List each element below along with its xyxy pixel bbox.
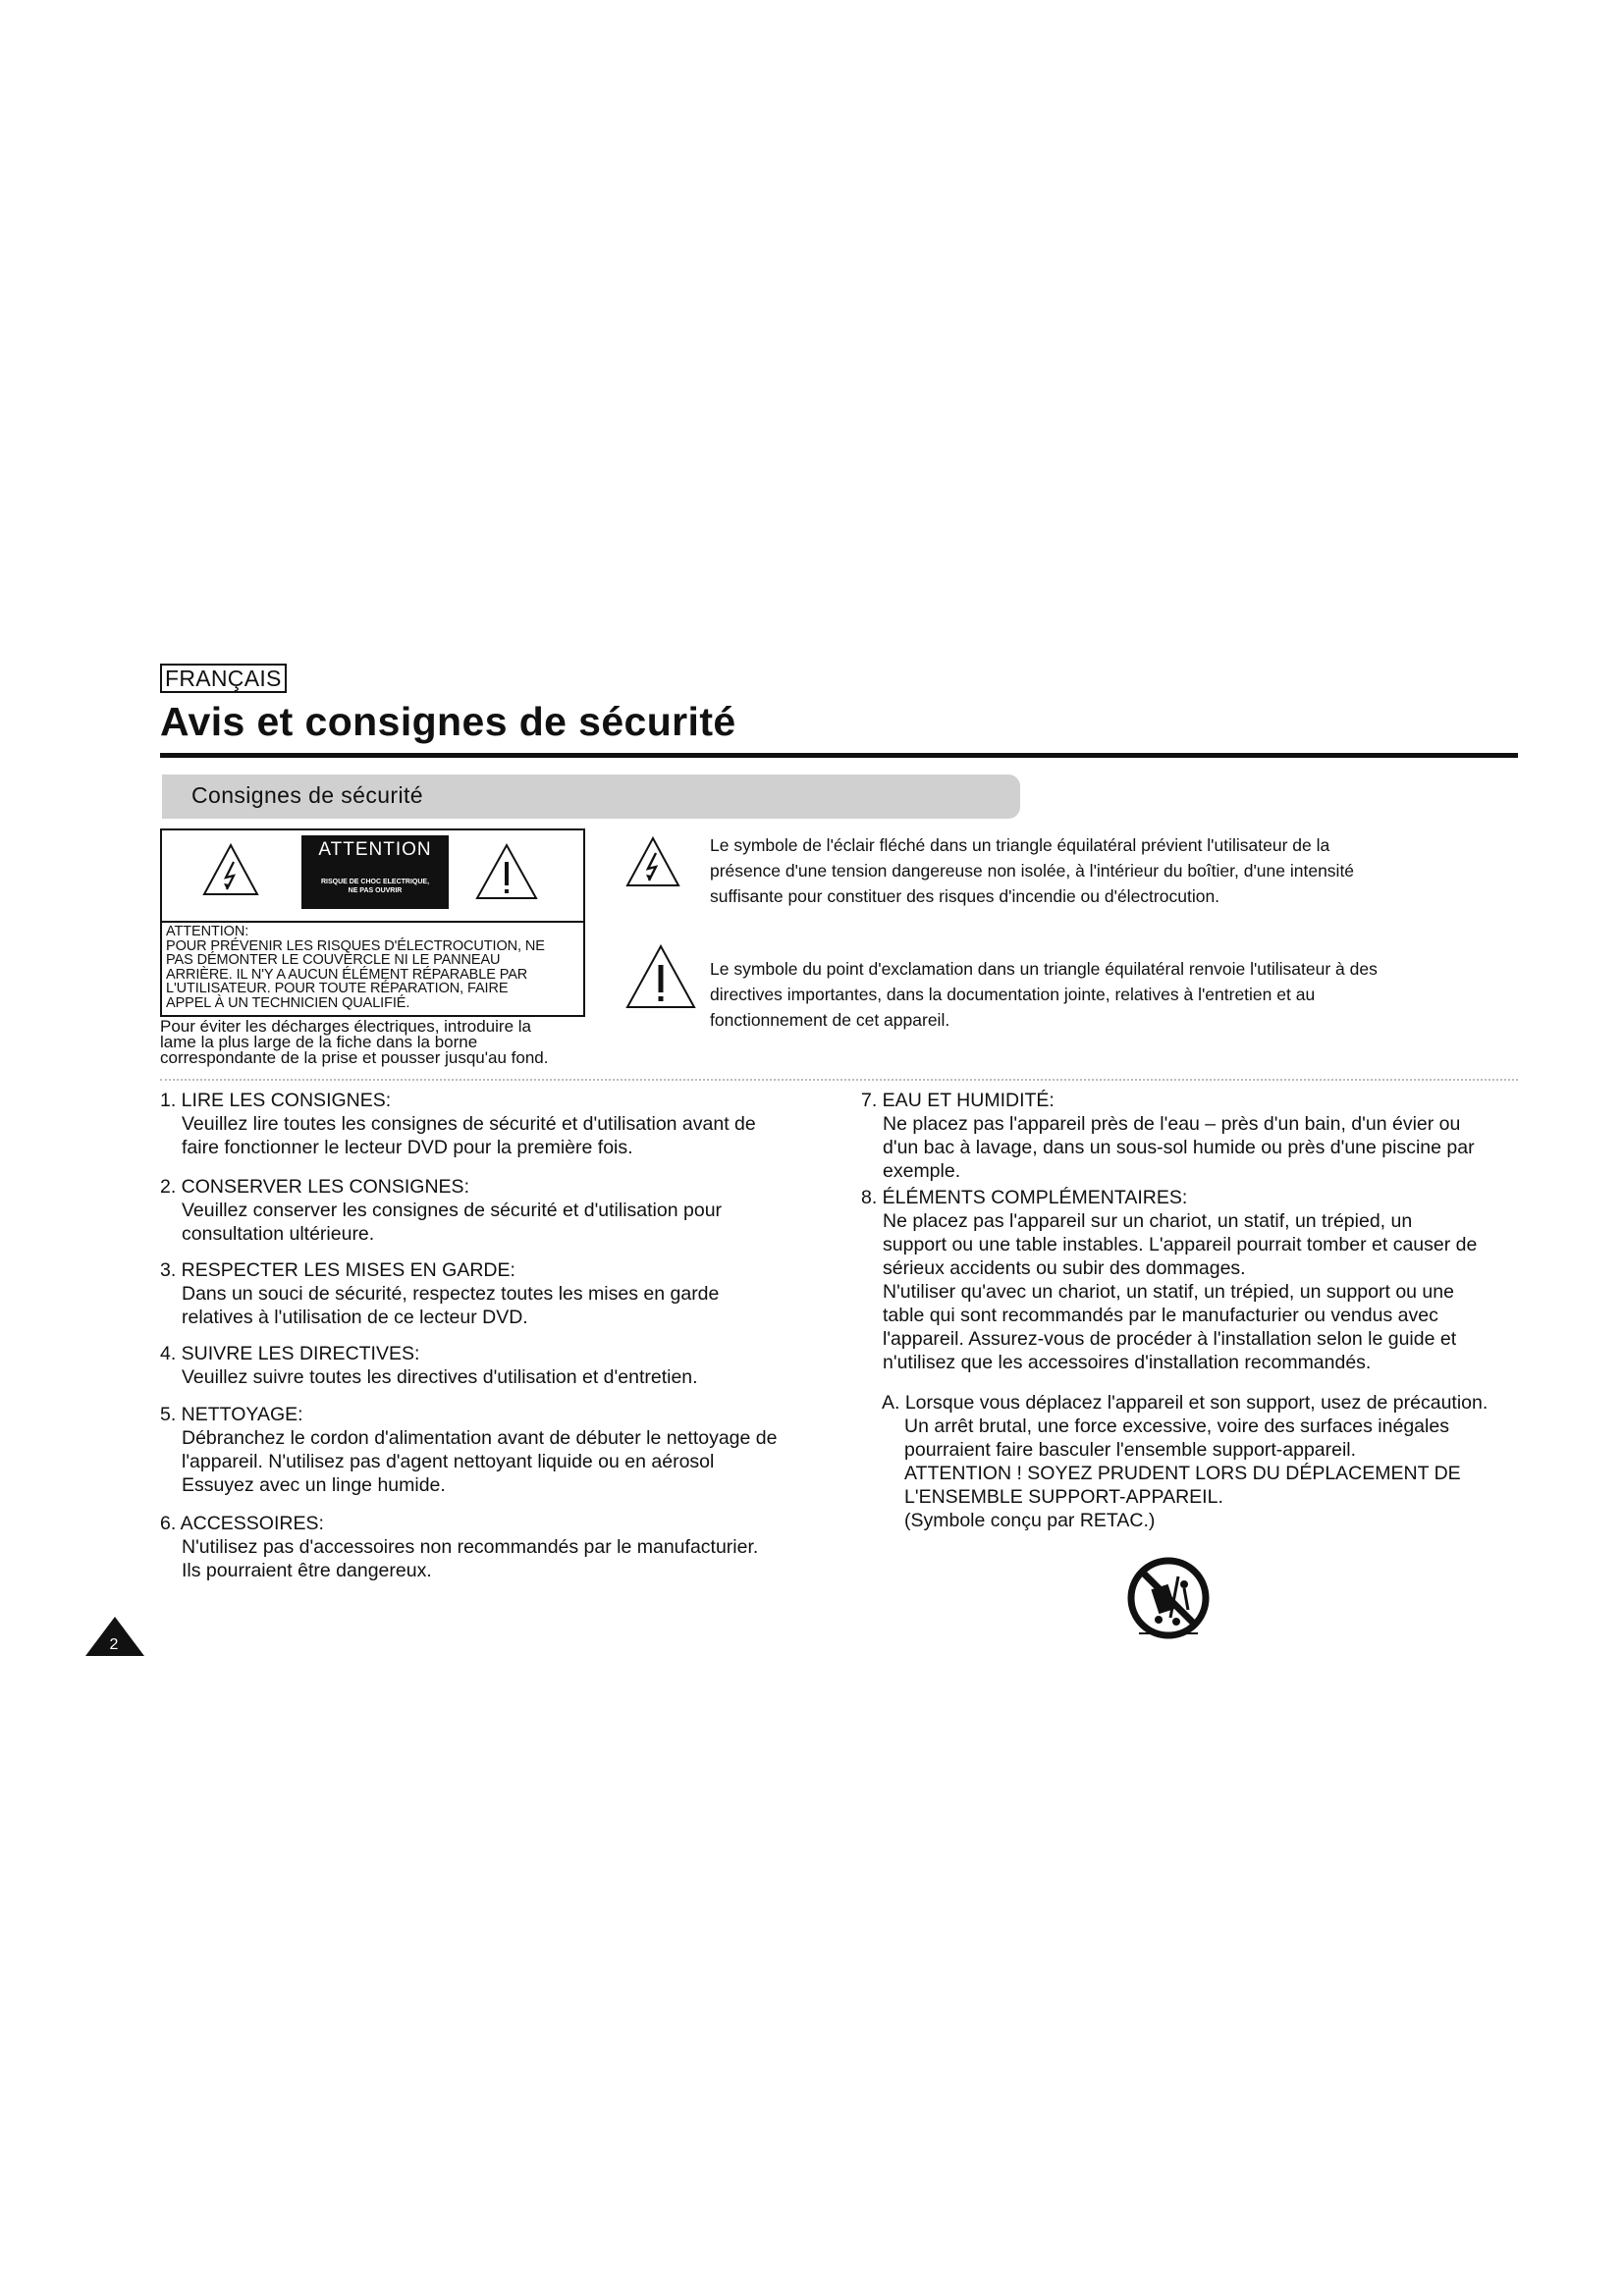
item-text: Débranchez le cordon d'alimentation avant de débuter le nettoyage de l'appareil. N'utilisez pas d'agent nettoyant liquide ou en aérosol Essuyez avec un linge humide. <box>182 1427 778 1496</box>
caution-note <box>882 1391 1520 1532</box>
item-text: Veuillez conserver les consignes de sécurité et d'utilisation pour consultation ultérieure. <box>182 1200 723 1245</box>
list-item <box>160 1512 828 1582</box>
warning-label-text: ATTENTION: POUR PRÉVENIR LES RISQUES D'ÉLECTROCUTION, NE PAS DÉMONTER LE COUVERCLE NI LE PANNEAU ARRIÈRE. IL N'Y A AUCUN ÉLÉMENT RÉPARABLE PAR L'UTILISATEUR. POUR TOUTE RÉPARATION, FAIRE APPEL À UN TECHNICIEN QUALIFIÉ. <box>166 924 545 1011</box>
item-text: Veuillez lire toutes les consignes de sécurité et d'utilisation avant de faire fonctionner le lecteur DVD pour la première fois. <box>182 1113 756 1158</box>
note-title: A. Lorsque vous déplacez l'appareil et son support, usez de précaution. <box>882 1392 1489 1414</box>
item-title: 3. RESPECTER LES MISES EN GARDE: <box>160 1259 515 1281</box>
section-divider <box>160 1079 1518 1081</box>
item-title: 7. EAU ET HUMIDITÉ: <box>861 1090 1055 1111</box>
page-title: Avis et consignes de sécurité <box>160 699 736 744</box>
list-item <box>160 1403 828 1497</box>
item-text: Ne placez pas l'appareil sur un chariot, un statif, un trépied, un support ou une table instables. L'appareil pourrait tomber et causer de sérieux accidents ou subir des dommages. N'utiliser qu'avec un chariot, un statif, un trépied, un support ou une table qui sont recommandés par le manufacturier ou vendus avec l'appareil. Assurez-vous de procéder à l'installation selon le guide et n'utilisez que les accessoires d'installation recommandés. <box>883 1210 1478 1373</box>
item-text: Dans un souci de sécurité, respectez toutes les mises en garde relatives à l'utilisation de ce lecteur DVD. <box>182 1283 720 1328</box>
item-title: 2. CONSERVER LES CONSIGNES: <box>160 1176 469 1198</box>
plug-caption: Pour éviter les décharges électriques, introduire la lame la plus large de la fiche dans la borne correspondante de la prise et pousser jusqu'au fond. <box>160 1017 549 1067</box>
item-title: 4. SUIVRE LES DIRECTIVES: <box>160 1343 420 1364</box>
exclamation-triangle-icon <box>624 943 697 1010</box>
item-title: 6. ACCESSOIRES: <box>160 1513 324 1534</box>
language-label: FRANÇAIS <box>160 664 287 693</box>
list-item <box>160 1089 828 1159</box>
list-item <box>160 1258 828 1329</box>
item-text: Veuillez suivre toutes les directives d'utilisation et d'entretien. <box>182 1366 698 1388</box>
list-item <box>861 1089 1519 1183</box>
list-item <box>160 1175 828 1246</box>
item-title: 8. ÉLÉMENTS COMPLÉMENTAIRES: <box>861 1187 1188 1208</box>
item-title: 1. LIRE LES CONSIGNES: <box>160 1090 392 1111</box>
page-number: 2 <box>109 1636 119 1653</box>
cart-warning-icon <box>1125 1555 1212 1641</box>
lightning-symbol-description: Le symbole de l'éclair fléché dans un triangle équilatéral prévient l'utilisateur de la présence d'une tension dangereuse non isolée, à l'intérieur du boîtier, d'une intensité suffisante pour constituer des risques d'incendie ou d'électrocution. <box>710 835 1355 906</box>
list-item <box>160 1342 828 1389</box>
section-title: Consignes de sécurité <box>191 782 423 808</box>
exclamation-symbol-description: Le symbole du point d'exclamation dans un triangle équilatéral renvoie l'utilisateur à des directives importantes, dans la documentation jointe, relatives à l'entretien et au fonctionnement de cet appareil. <box>710 959 1378 1030</box>
warning-label-graphics <box>162 830 583 921</box>
lightning-triangle-icon <box>201 842 260 897</box>
warning-label-divider <box>162 921 583 923</box>
item-text: N'utilisez pas d'accessoires non recommandés par le manufacturier. Ils pourraient être dangereux. <box>182 1536 759 1581</box>
attention-badge-subtext: RISQUE DE CHOC ELECTRIQUE, NE PAS OUVRIR <box>301 865 449 909</box>
note-text: Un arrêt brutal, une force excessive, voire des surfaces inégales pourraient faire basculer l'ensemble support-appareil. ATTENTION ! SOYEZ PRUDENT LORS DU DÉPLACEMENT DE L'ENSEMBLE SUPPORT-APPAREIL. (Symbole conçu par RETAC.) <box>904 1415 1461 1531</box>
item-text: Ne placez pas l'appareil près de l'eau – près d'un bain, d'un évier ou d'un bac à lavage, dans un sous-sol humide ou près d'une piscine par exemple. <box>883 1113 1475 1182</box>
warning-label <box>160 828 585 1017</box>
list-item <box>861 1186 1519 1374</box>
lightning-triangle-icon <box>624 835 681 888</box>
exclamation-triangle-icon <box>474 842 539 901</box>
title-divider <box>160 753 1518 758</box>
attention-badge: ATTENTION <box>301 835 449 865</box>
item-title: 5. NETTOYAGE: <box>160 1404 303 1425</box>
